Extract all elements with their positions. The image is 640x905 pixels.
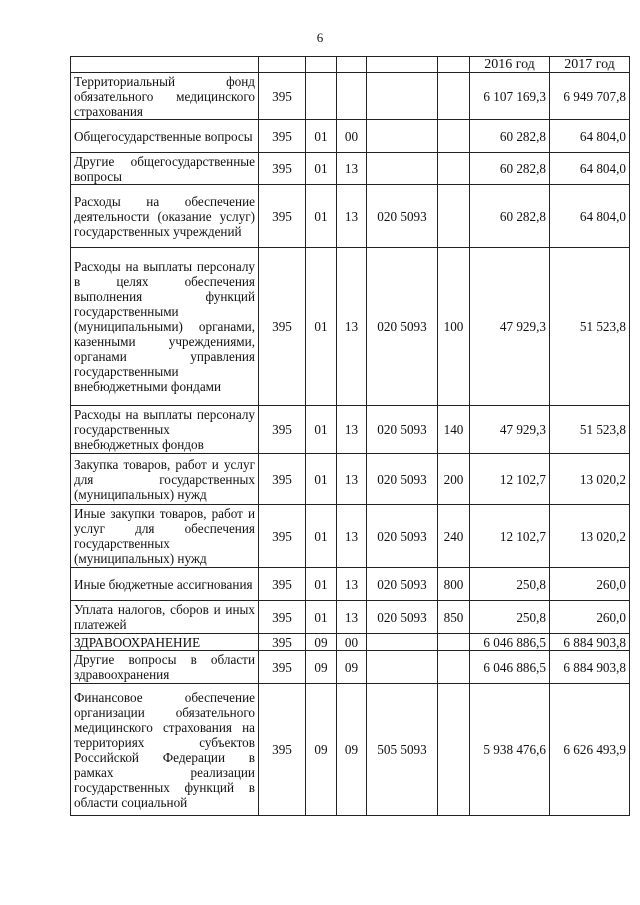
- row-section-code: 01: [306, 248, 337, 406]
- row-target-code: 020 5093: [367, 248, 438, 406]
- row-target-code: [367, 634, 438, 651]
- row-gov-code: 395: [259, 601, 306, 634]
- row-gov-code: 395: [259, 248, 306, 406]
- row-amount-2017: 64 804,0: [550, 153, 630, 185]
- row-expense-type-code: 800: [438, 568, 470, 601]
- row-section-code: 01: [306, 505, 337, 568]
- row-expense-type-code: [438, 153, 470, 185]
- row-subsection-code: 09: [337, 684, 367, 816]
- row-expense-type-code: [438, 185, 470, 248]
- row-gov-code: 395: [259, 634, 306, 651]
- row-amount-2016: 60 282,8: [470, 120, 550, 153]
- row-amount-2017: 13 020,2: [550, 505, 630, 568]
- table-row: [71, 120, 630, 153]
- row-amount-2016: 12 102,7: [470, 454, 550, 505]
- row-subsection-code: 00: [337, 634, 367, 651]
- row-name: Уплата налогов, сборов и иных платежей: [71, 601, 259, 634]
- row-amount-2016: 5 938 476,6: [470, 684, 550, 816]
- row-expense-type-code: [438, 684, 470, 816]
- row-gov-code: 395: [259, 505, 306, 568]
- row-gov-code: 395: [259, 153, 306, 185]
- header-year-2016: 2016 год: [470, 57, 550, 73]
- row-amount-2017: 260,0: [550, 601, 630, 634]
- table-row: [71, 651, 630, 684]
- row-amount-2016: 6 046 886,5: [470, 634, 550, 651]
- row-name: Расходы на обеспечение деятельности (оказание услуг) государственных учреждений: [71, 185, 259, 248]
- row-section-code: 01: [306, 601, 337, 634]
- row-amount-2017: 6 949 707,8: [550, 73, 630, 120]
- row-subsection-code: 13: [337, 454, 367, 505]
- row-amount-2017: 64 804,0: [550, 120, 630, 153]
- row-name: Иные бюджетные ассигнования: [71, 568, 259, 601]
- row-expense-type-code: 850: [438, 601, 470, 634]
- row-name: Другие вопросы в области здравоохранения: [71, 651, 259, 684]
- row-amount-2016: 250,8: [470, 568, 550, 601]
- row-amount-2017: 6 626 493,9: [550, 684, 630, 816]
- header-cell-name: [71, 57, 259, 73]
- row-amount-2016: 60 282,8: [470, 153, 550, 185]
- row-section-code: 01: [306, 406, 337, 454]
- row-gov-code: 395: [259, 568, 306, 601]
- row-amount-2017: 13 020,2: [550, 454, 630, 505]
- row-name: Другие общегосударственные вопросы: [71, 153, 259, 185]
- table-row: [71, 601, 630, 634]
- row-name: Расходы на выплаты персоналу государственных внебюджетных фондов: [71, 406, 259, 454]
- row-subsection-code: 13: [337, 248, 367, 406]
- row-subsection-code: 13: [337, 153, 367, 185]
- row-name: Закупка товаров, работ и услуг для государственных (муниципальных) нужд: [71, 454, 259, 505]
- row-amount-2017: 260,0: [550, 568, 630, 601]
- row-expense-type-code: 240: [438, 505, 470, 568]
- row-amount-2017: 64 804,0: [550, 185, 630, 248]
- row-section-code: 09: [306, 634, 337, 651]
- row-subsection-code: 13: [337, 601, 367, 634]
- row-target-code: [367, 120, 438, 153]
- row-amount-2016: 6 046 886,5: [470, 651, 550, 684]
- table-row: [71, 454, 630, 505]
- row-target-code: 020 5093: [367, 505, 438, 568]
- page-number: 6: [316, 30, 324, 45]
- header-year-2017: 2017 год: [550, 57, 630, 73]
- table-row: [71, 634, 630, 651]
- row-gov-code: 395: [259, 185, 306, 248]
- row-name: Расходы на выплаты персоналу в целях обеспечения выполнения функций государственными (муниципальными) органами, казенными учреждениями, органами управления государственными внебюджетными фондами: [71, 248, 259, 406]
- table-row: [71, 684, 630, 816]
- header-cell-rz: [306, 57, 337, 73]
- row-gov-code: 395: [259, 406, 306, 454]
- header-cell-gov: [259, 57, 306, 73]
- table-header-row: [71, 57, 630, 73]
- row-name: Иные закупки товаров, работ и услуг для обеспечения государственных (муниципальных) нужд: [71, 505, 259, 568]
- row-gov-code: 395: [259, 454, 306, 505]
- row-amount-2016: 60 282,8: [470, 185, 550, 248]
- row-subsection-code: 09: [337, 651, 367, 684]
- row-target-code: [367, 153, 438, 185]
- row-section-code: 01: [306, 185, 337, 248]
- row-amount-2016: 6 107 169,3: [470, 73, 550, 120]
- row-name: Общегосударственные вопросы: [71, 120, 259, 153]
- row-target-code: 020 5093: [367, 601, 438, 634]
- row-subsection-code: 00: [337, 120, 367, 153]
- table-row: [71, 406, 630, 454]
- table-row: [71, 185, 630, 248]
- row-amount-2016: 47 929,3: [470, 406, 550, 454]
- row-amount-2017: 51 523,8: [550, 406, 630, 454]
- row-amount-2016: 47 929,3: [470, 248, 550, 406]
- row-target-code: 020 5093: [367, 568, 438, 601]
- row-gov-code: 395: [259, 684, 306, 816]
- row-target-code: [367, 651, 438, 684]
- table-row: [71, 505, 630, 568]
- row-section-code: 01: [306, 454, 337, 505]
- row-gov-code: 395: [259, 73, 306, 120]
- header-cell-vr: [438, 57, 470, 73]
- row-gov-code: 395: [259, 120, 306, 153]
- header-cell-pr: [337, 57, 367, 73]
- row-expense-type-code: 100: [438, 248, 470, 406]
- row-name: ЗДРАВООХРАНЕНИЕ: [71, 634, 259, 651]
- row-section-code: 01: [306, 120, 337, 153]
- row-section-code: 09: [306, 684, 337, 816]
- row-expense-type-code: [438, 73, 470, 120]
- row-amount-2017: 6 884 903,8: [550, 651, 630, 684]
- row-amount-2017: 51 523,8: [550, 248, 630, 406]
- row-expense-type-code: 140: [438, 406, 470, 454]
- row-subsection-code: 13: [337, 505, 367, 568]
- row-amount-2016: 250,8: [470, 601, 550, 634]
- table-row: [71, 248, 630, 406]
- row-target-code: 020 5093: [367, 454, 438, 505]
- row-subsection-code: 13: [337, 406, 367, 454]
- row-target-code: 020 5093: [367, 185, 438, 248]
- budget-table: [70, 56, 630, 816]
- row-amount-2017: 6 884 903,8: [550, 634, 630, 651]
- row-target-code: 020 5093: [367, 406, 438, 454]
- row-expense-type-code: [438, 651, 470, 684]
- row-section-code: 09: [306, 651, 337, 684]
- row-subsection-code: 13: [337, 568, 367, 601]
- table-row: [71, 153, 630, 185]
- row-section-code: 01: [306, 153, 337, 185]
- row-subsection-code: 13: [337, 185, 367, 248]
- row-expense-type-code: 200: [438, 454, 470, 505]
- table-row: [71, 568, 630, 601]
- row-amount-2016: 12 102,7: [470, 505, 550, 568]
- row-target-code: 505 5093: [367, 684, 438, 816]
- row-gov-code: 395: [259, 651, 306, 684]
- row-subsection-code: [337, 73, 367, 120]
- row-name: Финансовое обеспечение организации обязательного медицинского страхования на территориях субъектов Российской Федерации в рамках реализации государственных функций в области социальной: [71, 684, 259, 816]
- row-section-code: [306, 73, 337, 120]
- row-target-code: [367, 73, 438, 120]
- table-row: [71, 73, 630, 120]
- header-cell-csr: [367, 57, 438, 73]
- row-name: Территориальный фонд обязательного медицинского страхования: [71, 73, 259, 120]
- row-section-code: 01: [306, 568, 337, 601]
- row-expense-type-code: [438, 634, 470, 651]
- row-expense-type-code: [438, 120, 470, 153]
